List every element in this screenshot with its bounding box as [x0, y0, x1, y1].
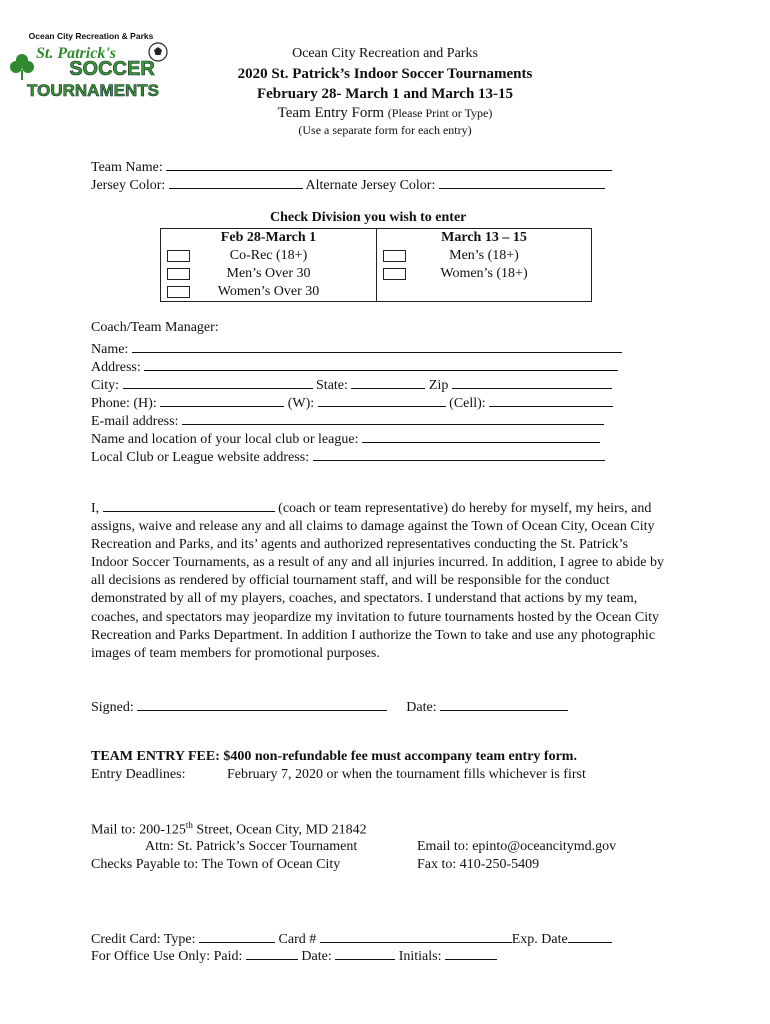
city-label: City: [91, 378, 120, 393]
logo-line-3: TOURNAMENTS [27, 81, 159, 100]
office-date-field[interactable] [335, 945, 395, 960]
waiver-text: (coach or team representative) do hereby for myself, my heirs, and assigns, waive and release any and all claims to damage against the Town of Ocean City, Ocean City Recreation and Parks, and its’ agents and authorized representatives conducting the St. Patrick’s Indoor Soccer Tournaments, as a result of any and all injuries incurred. In addition, I agree to abide by all decisions as rendered by official tournament staff, and will be responsible for the conduct demonstrated by all of my players, coaches, and spectators. I understand that actions by my team, coaches, and spectators may jeopardize my invitation to future tournaments hosted by the Ocean City Recreation and Parks Department. In addition I authorize the Town to take and use any photographic images of team members for promotional purposes. [91, 501, 664, 661]
signed-label: Signed: [91, 700, 134, 715]
address-field[interactable] [144, 356, 618, 371]
checkbox[interactable] [167, 286, 190, 298]
entry-fee: TEAM ENTRY FEE: $400 non-refundable fee must accompany team entry form. [91, 749, 577, 764]
logo-line-2: SOCCER [69, 58, 155, 80]
division-table [160, 228, 592, 302]
coach-heading: Coach/Team Manager: [91, 320, 219, 335]
office-initials-field[interactable] [445, 945, 497, 960]
card-number-field[interactable] [320, 928, 512, 943]
office-paid-field[interactable] [246, 945, 298, 960]
email-to: Email to: epinto@oceancitymd.gov [417, 839, 617, 854]
division-option [161, 283, 376, 301]
mail-address-suffix: Street, Ocean City, MD 21842 [192, 822, 367, 838]
checkbox[interactable] [167, 250, 190, 262]
team-name-field[interactable] [166, 156, 612, 171]
phone-cell-field[interactable] [489, 392, 613, 407]
state-field[interactable] [351, 374, 425, 389]
mail-address-sup: th [185, 820, 193, 830]
website-row [91, 446, 605, 466]
checks-payable: Checks Payable to: The Town of Ocean City [91, 857, 341, 872]
zip-field[interactable] [452, 374, 612, 389]
alt-jersey-color-label: Alternate Jersey Color: [305, 178, 436, 193]
division-heading: Check Division you wish to enter [270, 210, 467, 225]
jersey-row [91, 174, 605, 194]
phone-cell-label: (Cell): [449, 396, 486, 411]
deadline-text: February 7, 2020 or when the tournament fills whichever is first [227, 767, 586, 782]
office-paid-label: For Office Use Only: Paid: [91, 949, 243, 964]
fax-to: Fax to: 410-250-5409 [417, 857, 540, 872]
mail-attn: Attn: St. Patrick’s Soccer Tournament [145, 839, 358, 854]
form-title-row [0, 105, 770, 122]
phone-row [91, 392, 613, 412]
division-option-label: Women’s (18+) [440, 266, 528, 281]
division-option [161, 247, 376, 265]
checkbox[interactable] [383, 250, 406, 262]
card-type-field[interactable] [199, 928, 275, 943]
deadline-label: Entry Deadlines: [91, 767, 186, 782]
name-row [91, 338, 622, 358]
waiver-paragraph [91, 497, 666, 663]
website-label: Local Club or League website address: [91, 450, 310, 465]
phone-home-field[interactable] [160, 392, 284, 407]
representative-name-field[interactable] [103, 497, 275, 512]
org-name: Ocean City Recreation and Parks [292, 46, 478, 61]
separate-form-note: (Use a separate form for each entry) [298, 123, 472, 137]
division-option [377, 247, 591, 265]
exp-date-field[interactable] [568, 928, 612, 943]
division-col-march [377, 229, 592, 302]
team-name-row [91, 156, 612, 176]
card-type-label: Credit Card: Type: [91, 932, 196, 947]
address-row [91, 356, 618, 376]
division-option-label: Women’s Over 30 [217, 284, 320, 299]
email-label: E-mail address: [91, 414, 179, 429]
logo-top-text: Ocean City Recreation & Parks [28, 31, 154, 41]
mail-to [91, 820, 367, 839]
state-label: State: [316, 378, 348, 393]
tournament-dates: February 28- March 1 and March 13-15 [256, 86, 514, 102]
waiver-prefix: I, [91, 501, 100, 516]
division-option-label: Men’s Over 30 [226, 266, 311, 281]
club-field[interactable] [362, 428, 600, 443]
division-col-feb [161, 229, 377, 302]
form-title: Team Entry Form [277, 105, 385, 121]
signature-date-field[interactable] [440, 696, 568, 711]
tournament-title: 2020 St. Patrick’s Indoor Soccer Tournaments [237, 66, 533, 82]
division-col-march-header: March 13 – 15 [441, 230, 527, 245]
exp-date-label: Exp. Date [511, 932, 568, 947]
division-option [161, 265, 376, 283]
phone-home-label: Phone: (H): [91, 396, 157, 411]
division-option-label: Men’s (18+) [449, 248, 519, 263]
signature-field[interactable] [137, 696, 387, 711]
team-name-label: Team Name: [91, 160, 163, 175]
jersey-color-field[interactable] [169, 174, 303, 189]
club-row [91, 428, 600, 448]
phone-work-field[interactable] [318, 392, 446, 407]
office-initials-label: Initials: [398, 949, 442, 964]
alt-jersey-color-field[interactable] [439, 174, 605, 189]
form-note: (Please Print or Type) [387, 106, 493, 120]
checkbox[interactable] [167, 268, 190, 280]
email-row [91, 410, 604, 430]
address-label: Address: [91, 360, 141, 375]
zip-label: Zip [428, 378, 449, 393]
signature-row [91, 696, 568, 716]
checkbox[interactable] [383, 268, 406, 280]
email-field[interactable] [182, 410, 604, 425]
jersey-color-label: Jersey Color: [91, 178, 166, 193]
club-label: Name and location of your local club or league: [91, 432, 359, 447]
city-row [91, 374, 612, 394]
website-field[interactable] [313, 446, 605, 461]
division-col-feb-header: Feb 28-March 1 [220, 230, 317, 245]
name-label: Name: [91, 342, 129, 357]
card-number-label: Card # [278, 932, 317, 947]
mail-address-prefix: Mail to: 200-125 [91, 822, 186, 838]
logo-line-1: St. Patrick's [35, 45, 117, 62]
name-field[interactable] [132, 338, 622, 353]
division-option-label: Co-Rec (18+) [229, 248, 308, 263]
city-field[interactable] [123, 374, 313, 389]
signature-date-label: Date: [406, 700, 437, 715]
phone-work-label: (W): [287, 396, 315, 411]
office-use-row [91, 945, 497, 965]
division-option [377, 265, 591, 283]
office-date-label: Date: [301, 949, 332, 964]
